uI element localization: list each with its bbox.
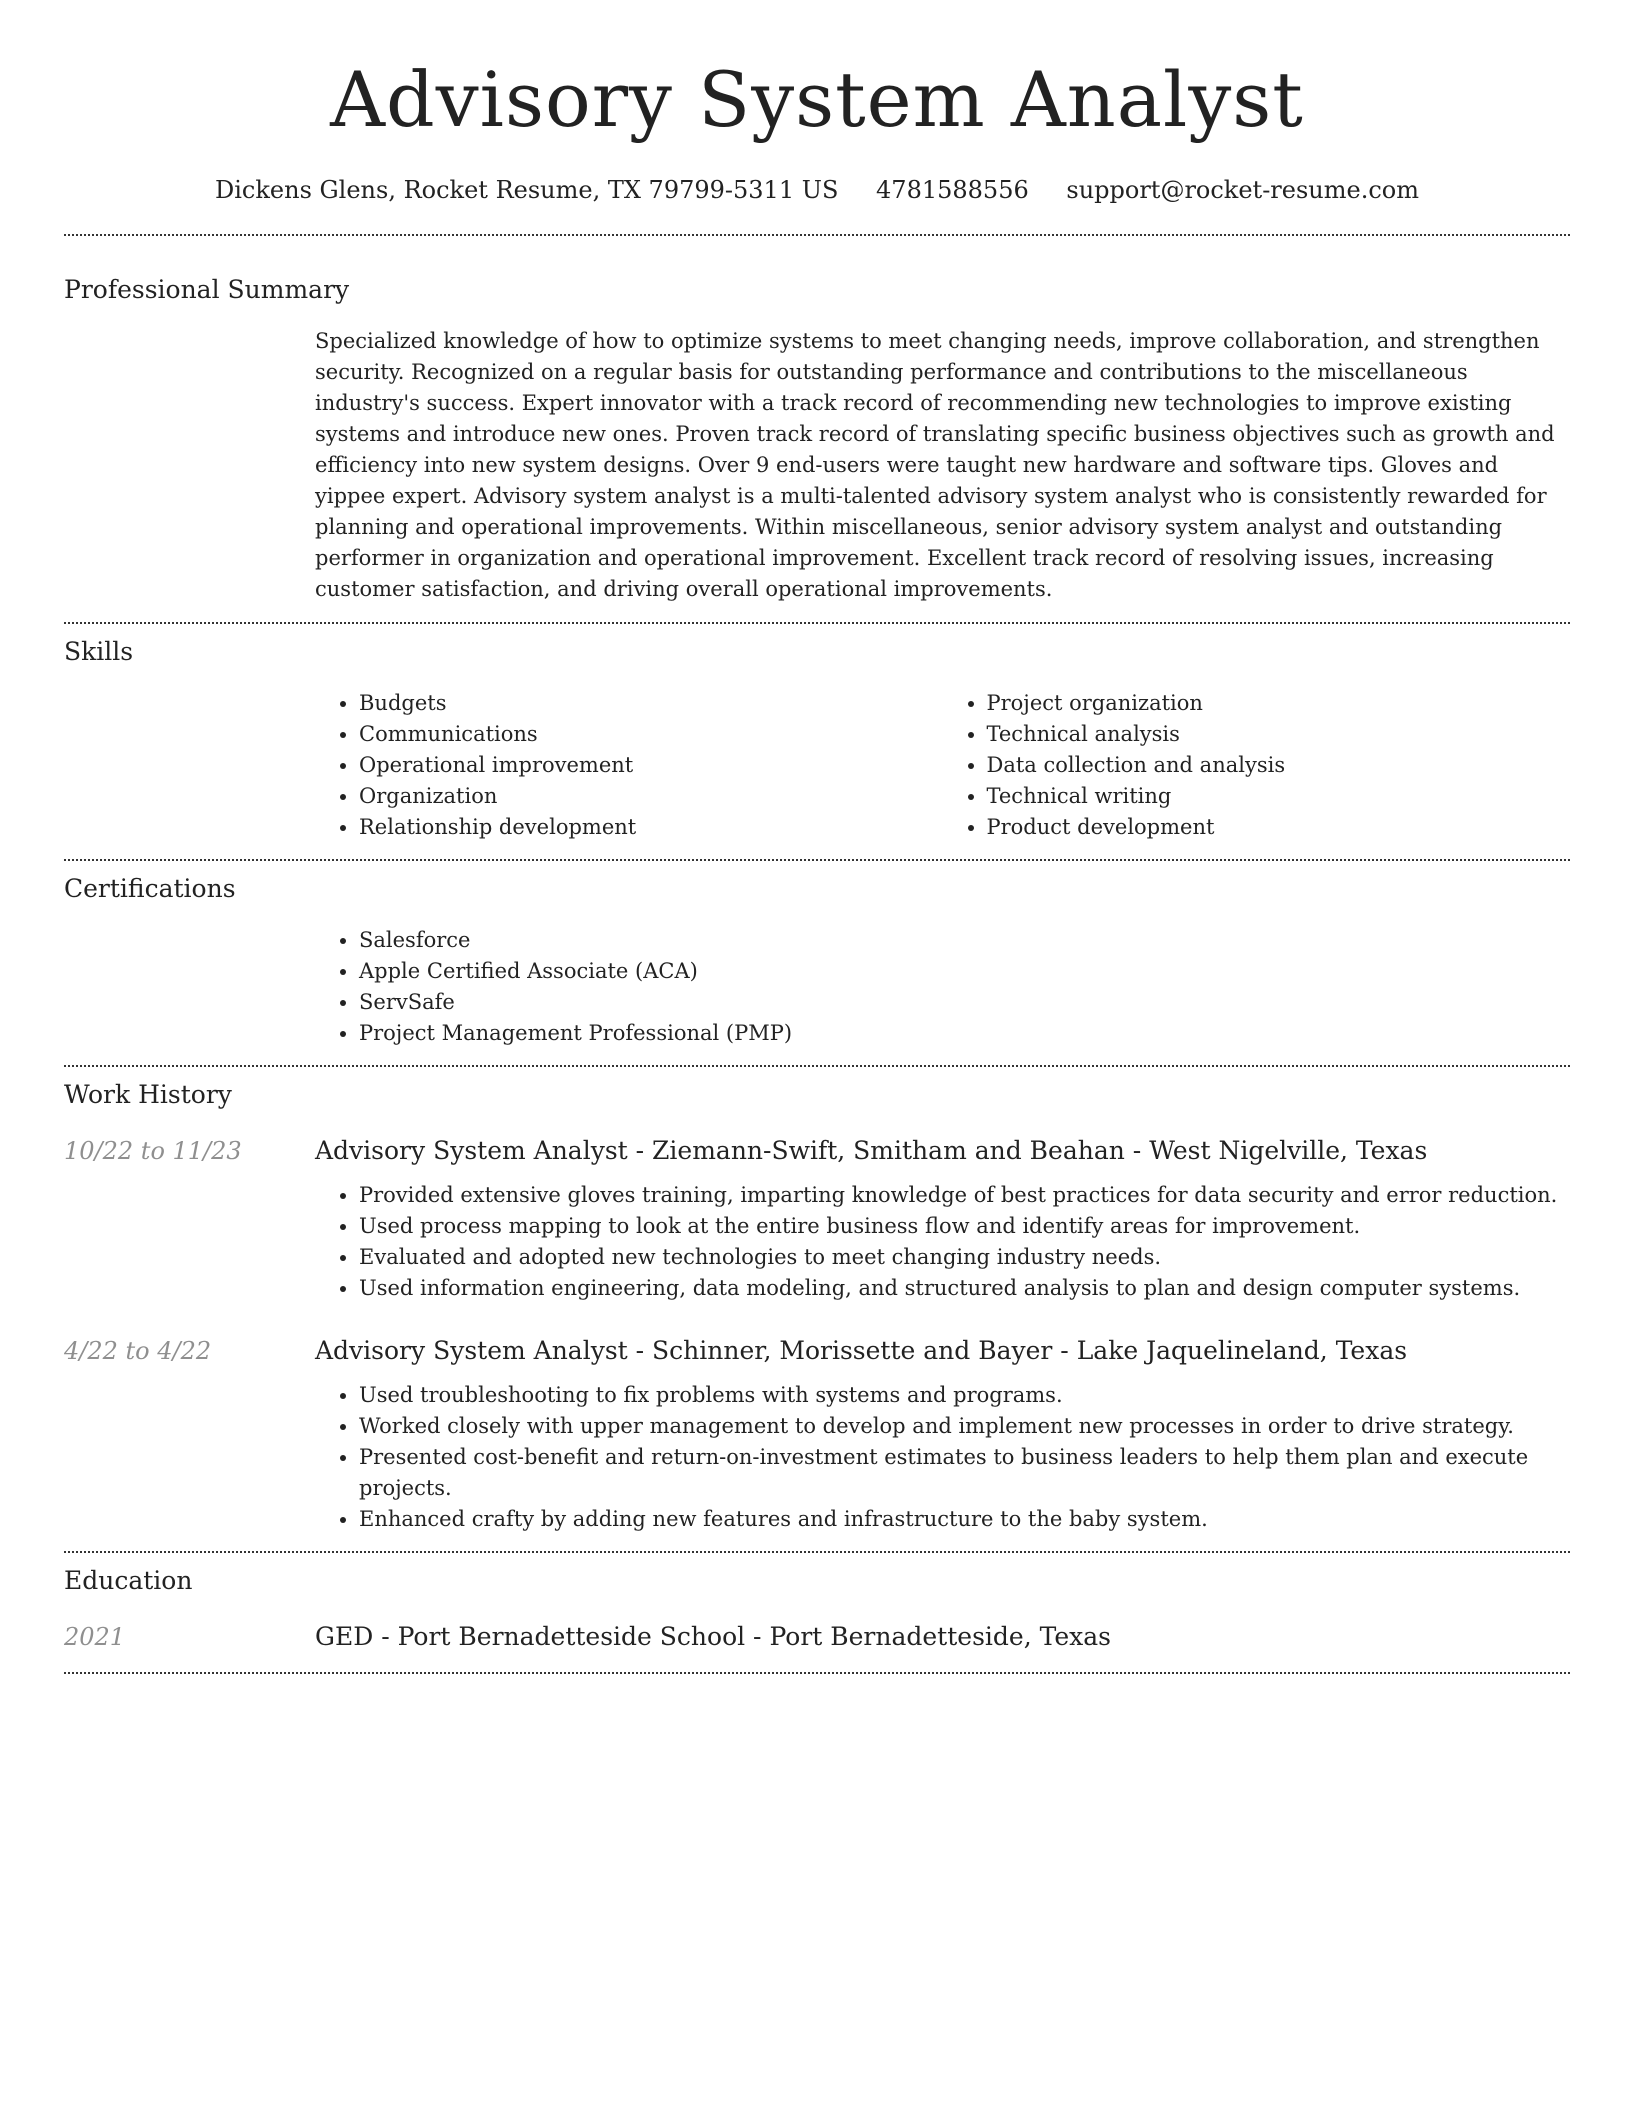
skill-item: • Data collection and analysis [987, 750, 1571, 781]
certifications-content [315, 925, 1570, 1049]
skills-title: Skills [64, 637, 134, 666]
certifications-list [315, 925, 1570, 1049]
candidate-name: Advisory System Analyst [330, 55, 1304, 144]
job-bullets [315, 1380, 1570, 1535]
skills-section [64, 624, 1570, 859]
job-duties-list [315, 1380, 1570, 1535]
education-divider [64, 1672, 1570, 1674]
summary-content [315, 326, 1570, 605]
job-heading: Advisory System Analyst - Schinner, Morissette and Bayer - Lake Jaquelineland, Texas [315, 1336, 1408, 1365]
contact-address: Dickens Glens, Rocket Resume, TX 79799-5311 US [215, 176, 839, 204]
resume-page [64, 0, 1570, 1674]
certifications-section [64, 861, 1570, 1065]
skill-item: • Organization [359, 781, 943, 812]
education-section [64, 1553, 1570, 1672]
skill-item: • Technical writing [987, 781, 1571, 812]
job-heading: Advisory System Analyst - Ziemann-Swift, Smitham and Beahan - West Nigelville, Texas [315, 1136, 1428, 1165]
certifications-title: Certifications [64, 874, 236, 903]
contact-line [64, 174, 1570, 206]
skill-item: • Operational improvement [359, 750, 943, 781]
skill-item: • Communications [359, 719, 943, 750]
skills-columns [315, 688, 1570, 843]
job-entry [64, 1134, 1570, 1304]
skill-item: • Technical analysis [987, 719, 1571, 750]
work-history-section [64, 1067, 1570, 1551]
skills-list-right [943, 688, 1571, 843]
summary-section [64, 236, 1570, 622]
skill-item: • Relationship development [359, 812, 943, 843]
job-duty: • Used process mapping to look at the entire business flow and identify areas for improvement. [359, 1211, 1570, 1242]
skills-list-left [315, 688, 943, 843]
certification-item: • Apple Certified Associate (ACA) [359, 956, 1570, 987]
contact-email: support@rocket-resume.com [1066, 176, 1419, 204]
job-duty: • Worked closely with upper management to develop and implement new processes in order to drive strategy. [359, 1411, 1570, 1442]
job-dates: 10/22 to 11/23 [64, 1137, 242, 1165]
job-duty: • Presented cost-benefit and return-on-investment estimates to business leaders to help them plan and execute projects. [359, 1442, 1570, 1504]
job-duty: • Enhanced crafty by adding new features and infrastructure to the baby system. [359, 1504, 1570, 1535]
certification-item: • Salesforce [359, 925, 1570, 956]
education-heading: GED - Port Bernadetteside School - Port Bernadetteside, Texas [315, 1622, 1111, 1651]
education-entry [64, 1620, 1570, 1654]
education-date: 2021 [64, 1623, 126, 1651]
summary-text: Specialized knowledge of how to optimize systems to meet changing needs, improve collaboration, and strengthen security. Recognized on a regular basis for outstanding performance and contributions to the miscellaneous industry's success. Expert innovator with a track record of recommending new technologies to improve existing systems and introduce new ones. Proven track record of translating specific business objectives such as growth and efficiency into new system designs. Over 9 end-users were taught new hardware and software tips. Gloves and yippee expert. Advisory system analyst is a multi-talented advisory system analyst who is consistently rewarded for planning and operational improvements. Within miscellaneous, senior advisory system analyst and outstanding performer in organization and operational improvement. Excellent track record of resolving issues, increasing customer satisfaction, and driving overall operational improvements. [315, 329, 1555, 601]
job-duty: • Evaluated and adopted new technologies to meet changing industry needs. [359, 1242, 1570, 1273]
education-title: Education [64, 1566, 193, 1595]
job-duties-list [315, 1180, 1570, 1304]
skill-item: • Project organization [987, 688, 1571, 719]
skill-item: • Budgets [359, 688, 943, 719]
job-duty: • Provided extensive gloves training, imparting knowledge of best practices for data security and error reduction. [359, 1180, 1570, 1211]
skill-item: • Product development [987, 812, 1571, 843]
job-dates: 4/22 to 4/22 [64, 1337, 212, 1365]
certification-item: • Project Management Professional (PMP) [359, 1018, 1570, 1049]
job-entry [64, 1334, 1570, 1535]
summary-title: Professional Summary [64, 275, 350, 304]
job-bullets [315, 1180, 1570, 1304]
job-duty: • Used troubleshooting to fix problems with systems and programs. [359, 1380, 1570, 1411]
work-history-title: Work History [64, 1080, 232, 1109]
contact-phone: 4781588556 [876, 176, 1029, 204]
job-duty: • Used information engineering, data modeling, and structured analysis to plan and design computer systems. [359, 1273, 1570, 1304]
certification-item: • ServSafe [359, 987, 1570, 1018]
